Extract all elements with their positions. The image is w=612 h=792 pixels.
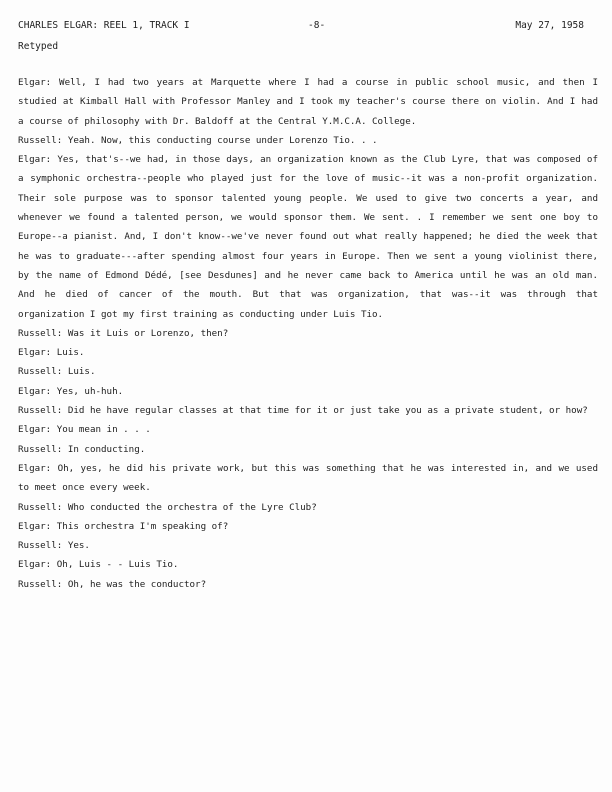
speaker-name: Elgar: (18, 77, 52, 88)
transcript-body (18, 73, 598, 594)
transcript-entry (18, 440, 598, 459)
speaker-name: Russell: (18, 443, 63, 455)
transcript-entry (18, 73, 598, 131)
speaker-name: Elgar: (18, 385, 52, 397)
utterance-text: Yes, uh-huh. (56, 385, 124, 397)
utterance-text: Yes, that's--we had, in those days, an organization known as the Club Lyre, that was composed of a symphonic orchestra--people who played just for the love of music--it was a non-profit organization. Their sole purpose was to sponsor talented young people. We used to give two concerts a year, and whenever we found a talented person, we would sponsor them. We sent. . I remember we sent one boy to Europe--a pianist. And, I don't know--we've never found out what really happened; he died the week that he was to graduate---after spending almost four years in Europe. Then we sent a young violinist there, by the name of Edmond Dédé, [see Desdunes] and he never came back to America until he was an old man. And he died of cancer of the mouth. But that was organization, that was--it was through that organization I got my first training as conducting under Luis Tio. (18, 154, 598, 320)
speaker-name: Russell: (18, 405, 63, 417)
speaker-name: Russell: (18, 327, 63, 339)
speaker-name: Russell: (18, 578, 63, 590)
page-header (18, 20, 594, 34)
speaker-name: Russell: (18, 366, 63, 378)
speaker-name: Elgar: (18, 424, 52, 436)
header-title: CHARLES ELGAR: REEL 1, TRACK I (18, 20, 190, 31)
utterance-text: This orchestra I'm speaking of? (56, 520, 229, 532)
retyped-label: Retyped (18, 41, 59, 52)
transcript-entry (18, 324, 598, 343)
utterance-text: Who conducted the orchestra of the Lyre Club? (67, 501, 317, 513)
utterance-text: In conducting. (67, 443, 146, 455)
speaker-name: Russell: (18, 134, 63, 146)
utterance-text: Yeah. Now, this conducting course under Lorenzo Tio. . . (67, 134, 378, 146)
utterance-text: Well, I had two years at Marquette where I had a course in public school music, and then I studied at Kimball Hall with Professor Manley and I took my teacher's course there on violin. And I had a course of philosophy with Dr. Baldoff at the Central Y.M.C.A. College. (18, 77, 598, 127)
page-number: -8- (308, 20, 326, 31)
transcript-entry (18, 420, 598, 439)
speaker-name: Elgar: (18, 347, 52, 359)
transcript-entry (18, 517, 598, 536)
transcript-entry (18, 150, 598, 324)
transcript-entry (18, 343, 598, 362)
speaker-name: Elgar: (18, 462, 52, 474)
utterance-text: Luis. (67, 366, 96, 378)
utterance-text: Oh, Luis - - Luis Tio. (56, 559, 179, 571)
header-date: May 27, 1958 (515, 20, 584, 31)
speaker-name: Elgar: (18, 520, 52, 532)
utterance-text: Oh, yes, he did his private work, but this was something that he was interested in, and we used to meet once every week. (18, 462, 598, 494)
transcript-entry (18, 459, 598, 498)
utterance-text: Yes. (67, 540, 90, 552)
transcript-entry (18, 555, 598, 574)
utterance-text: Was it Luis or Lorenzo, then? (67, 327, 229, 339)
transcript-entry (18, 362, 598, 381)
speaker-name: Elgar: (18, 559, 52, 571)
utterance-text: Oh, he was the conductor? (67, 578, 207, 590)
speaker-name: Russell: (18, 540, 63, 552)
transcript-entry (18, 536, 598, 555)
transcript-entry (18, 401, 598, 420)
transcript-entry (18, 131, 598, 150)
transcript-entry (18, 575, 598, 594)
utterance-text: Luis. (56, 347, 85, 359)
transcript-entry (18, 498, 598, 517)
utterance-text: Did he have regular classes at that time for it or just take you as a private student, or how? (67, 405, 588, 417)
speaker-name: Russell: (18, 501, 63, 513)
speaker-name: Elgar: (18, 154, 52, 166)
transcript-entry (18, 382, 598, 401)
utterance-text: You mean in . . . (56, 424, 151, 436)
